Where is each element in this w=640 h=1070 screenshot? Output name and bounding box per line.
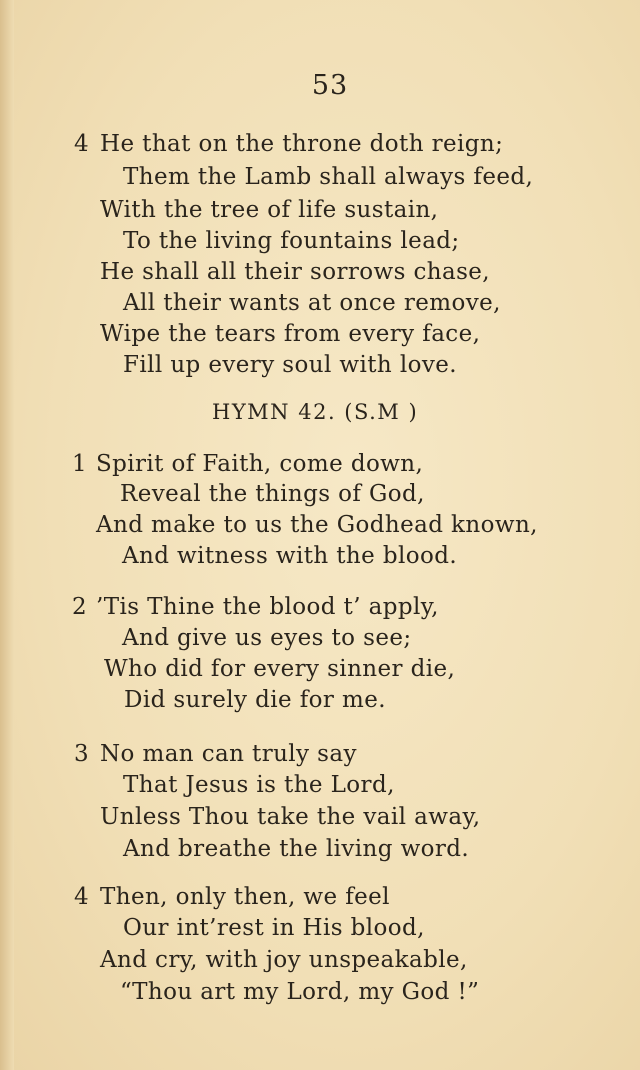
stanza-line: ’Tis Thine the blood t’ apply, xyxy=(96,594,439,620)
stanza-number: 3 xyxy=(74,741,89,767)
stanza-line: With the tree of life sustain, xyxy=(100,197,439,223)
stanza-line: And make to us the Godhead known, xyxy=(96,512,538,538)
stanza-line: Spirit of Faith, come down, xyxy=(96,451,424,477)
page-gutter xyxy=(0,0,14,1070)
stanza-line: Unless Thou take the vail away, xyxy=(100,804,481,830)
stanza-line: And cry, with joy unspeakable, xyxy=(100,947,468,973)
stanza-number: 2 xyxy=(72,594,87,620)
stanza-line: Them the Lamb shall always feed, xyxy=(123,164,534,190)
stanza-line: That Jesus is the Lord, xyxy=(123,772,395,798)
stanza-line: “Thou art my Lord, my God !” xyxy=(120,979,480,1005)
stanza-line: Reveal the things of God, xyxy=(120,481,425,507)
stanza-number: 4 xyxy=(74,131,89,157)
stanza-line: Wipe the tears from every face, xyxy=(100,321,481,347)
stanza-line: He that on the throne doth reign; xyxy=(100,131,504,157)
stanza-line: Who did for every sinner die, xyxy=(104,656,456,682)
page-number: 53 xyxy=(311,70,349,101)
stanza-number: 4 xyxy=(74,884,89,910)
stanza-line: And breathe the living word. xyxy=(123,836,470,862)
stanza-line: He shall all their sorrows chase, xyxy=(100,259,491,285)
stanza-line: Then, only then, we feel xyxy=(100,884,390,910)
stanza-line: And witness with the blood. xyxy=(122,543,458,569)
stanza-line: Fill up every soul with love. xyxy=(123,352,457,378)
stanza-number: 1 xyxy=(72,451,87,477)
stanza-line: Our int’rest in His blood, xyxy=(123,915,425,941)
stanza-line: All their wants at once remove, xyxy=(123,290,501,316)
stanza-line: No man can truly say xyxy=(100,741,357,767)
stanza-line: And give us eyes to see; xyxy=(122,625,412,651)
stanza-line: Did surely die for me. xyxy=(124,687,386,713)
hymn-title: HYMN 42. (S.M ) xyxy=(212,400,419,424)
stanza-line: To the living fountains lead; xyxy=(123,228,460,254)
